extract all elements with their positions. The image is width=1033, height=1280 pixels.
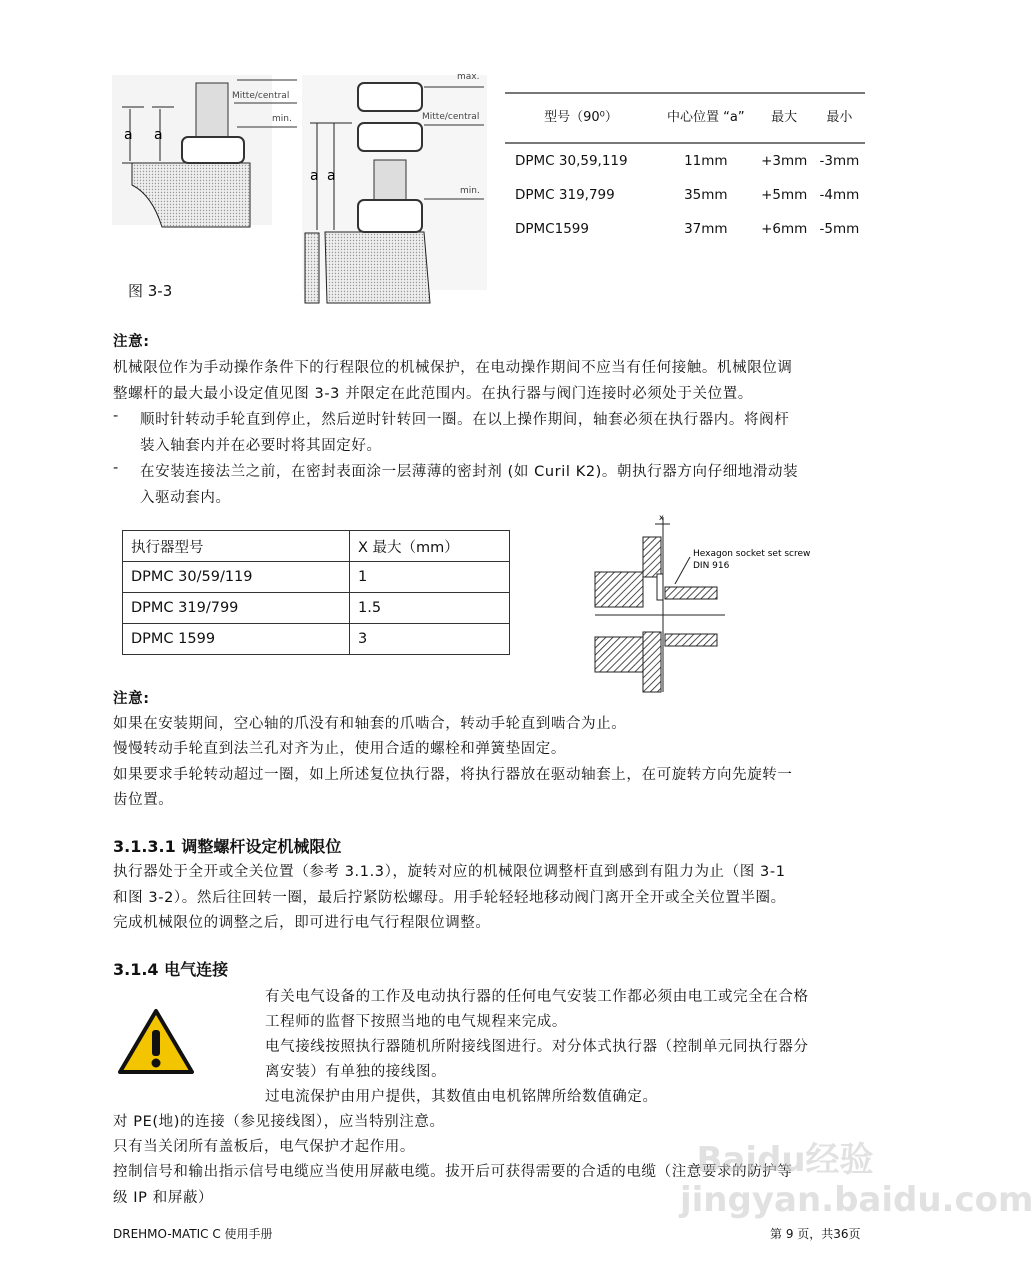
cell: -5mm (819, 221, 860, 237)
paragraph-line: 完成机械限位的调整之后，即可进行电气行程限位调整。 (113, 915, 491, 931)
warning-icon (117, 1008, 195, 1076)
paragraph-line: 整螺杆的最大最小设定值见图 3-3 并限定在此范围内。在执行器与阀门连接时必须处于关位置。 (113, 386, 753, 402)
note-title: 注意: (113, 334, 150, 350)
figure-3-3-drawing (112, 65, 497, 310)
paragraph-line: 级 IP 和屏蔽） (113, 1190, 214, 1206)
table-row (505, 212, 865, 246)
table-row (505, 178, 865, 212)
section-heading (113, 834, 341, 857)
paragraph-line: 电气接线按照执行器随机所附接线图进行。对分体式执行器（控制单元同执行器分 (265, 1039, 809, 1055)
flange-section-drawing (575, 512, 825, 697)
paragraph-line: 工程师的监督下按照当地的电气规程来完成。 (265, 1014, 567, 1030)
bullet-line: 在安装连接法兰之前，在密封表面涂一层薄薄的密封剂 (如 Curil K2)。朝执行器方向仔细地滑动装 (140, 464, 799, 480)
cell: DPMC 30,59,119 (515, 153, 628, 169)
table-row (505, 143, 865, 178)
din-label: DIN 916 (693, 561, 730, 571)
section-title: 调整螺杆设定机械限位 (181, 837, 342, 856)
paragraph-line: 如果在安装期间，空心轴的爪没有和轴套的爪啮合，转动手轮直到啮合为止。 (113, 716, 627, 732)
paragraph-line: 离安装）有单独的接线图。 (265, 1064, 447, 1080)
dimension-a-label: a (310, 168, 319, 184)
section-number: 3.1.3.1 (113, 837, 176, 856)
paragraph-line: 慢慢转动手轮直到法兰孔对齐为止，使用合适的螺栓和弹簧垫固定。 (113, 741, 566, 757)
column-header: 最小 (814, 93, 865, 143)
min-label: min. (460, 186, 480, 196)
cell: 3 (350, 624, 510, 655)
cell: 35mm (684, 187, 728, 203)
column-header: 最大 (755, 93, 814, 143)
cell: +5mm (761, 187, 808, 203)
cell: 1 (350, 562, 510, 593)
footer-title: DREHMO-MATIC C 使用手册 (113, 1227, 273, 1241)
column-header: X 最大（mm） (350, 531, 510, 562)
cell: +6mm (761, 221, 808, 237)
bullet-dash: - (113, 460, 119, 476)
page-number: 第 9 页，共36页 (770, 1227, 861, 1241)
paragraph-line: 有关电气设备的工作及电动执行器的任何电气安装工作都必须由电工或完全在合格 (265, 989, 809, 1005)
cell: 1.5 (350, 593, 510, 624)
mitte-label: Mitte/central (232, 91, 290, 101)
paragraph-line: 控制信号和输出指示信号电缆应当使用屏蔽电缆。拔开后可获得需要的合适的电缆（注意要求的防护等 (113, 1164, 793, 1180)
paragraph-line: 机械限位作为手动操作条件下的行程限位的机械保护，在电动操作期间不应当有任何接触。机械限位调 (113, 360, 793, 376)
section-heading (113, 957, 228, 980)
table-row (123, 624, 510, 655)
x-dimension-label: x (659, 513, 664, 522)
bullet-line: 装入轴套内并在必要时将其固定好。 (140, 438, 382, 454)
paragraph-line: 执行器处于全开或全关位置（参考 3.1.3），旋转对应的机械限位调整杆直到感到有阻力为止（图 3-1 (113, 864, 786, 880)
cell: +3mm (761, 153, 808, 169)
paragraph-line: 和图 3-2）。然后往回转一圈，最后拧紧防松螺母。用手轮轻轻地移动阀门离开全开或全关位置半圈。 (113, 890, 786, 906)
dimension-a-label: a (327, 168, 336, 184)
dimension-a-label: a (154, 127, 163, 143)
table-row (123, 593, 510, 624)
cell: DPMC 1599 (123, 624, 350, 655)
cell: -4mm (819, 187, 860, 203)
cell: DPMC 319,799 (515, 187, 615, 203)
screw-label: Hexagon socket set screw (693, 549, 811, 559)
watermark: Baidu经验 jingyan.baidu.com (680, 1140, 1033, 1220)
cell: DPMC1599 (515, 221, 589, 237)
paragraph-line: 只有当关闭所有盖板后，电气保护才起作用。 (113, 1139, 415, 1155)
column-header: 执行器型号 (123, 531, 350, 562)
paragraph-line: 如果要求手轮转动超过一圈，如上所述复位执行器，将执行器放在驱动轴套上，在可旋转方向先旋转一 (113, 767, 793, 783)
note-title: 注意: (113, 691, 150, 707)
cell: DPMC 30/59/119 (123, 562, 350, 593)
adjustment-range-table (505, 92, 865, 246)
table-row (123, 562, 510, 593)
bullet-line: 顺时针转动手轮直到停止，然后逆时针转回一圈。在以上操作期间，轴套必须在执行器内。将阀杆 (140, 412, 790, 428)
min-label: min. (272, 114, 292, 124)
paragraph-line: 齿位置。 (113, 792, 174, 808)
bullet-line: 入驱动套内。 (140, 490, 231, 506)
bullet-dash: - (113, 408, 119, 424)
cell: -3mm (819, 153, 860, 169)
table-header-row (123, 531, 510, 562)
paragraph-line: 过电流保护由用户提供，其数值由电机铭牌所给数值确定。 (265, 1089, 658, 1105)
figure-caption: 图 3-3 (128, 282, 173, 300)
column-header: 型号（90⁰） (505, 93, 657, 143)
cell: 11mm (684, 153, 728, 169)
max-x-table (122, 530, 510, 655)
column-header: 中心位置 “a” (657, 93, 755, 143)
max-label: max. (457, 72, 480, 82)
section-title: 电气连接 (164, 960, 229, 979)
cell: 37mm (684, 221, 728, 237)
table-header-row (505, 93, 865, 143)
dimension-a-label: a (124, 127, 133, 143)
section-number: 3.1.4 (113, 960, 159, 979)
cell: DPMC 319/799 (123, 593, 350, 624)
mitte-label: Mitte/central (422, 112, 480, 122)
paragraph-line: 对 PE(地)的连接（参见接线图），应当特别注意。 (113, 1114, 445, 1130)
